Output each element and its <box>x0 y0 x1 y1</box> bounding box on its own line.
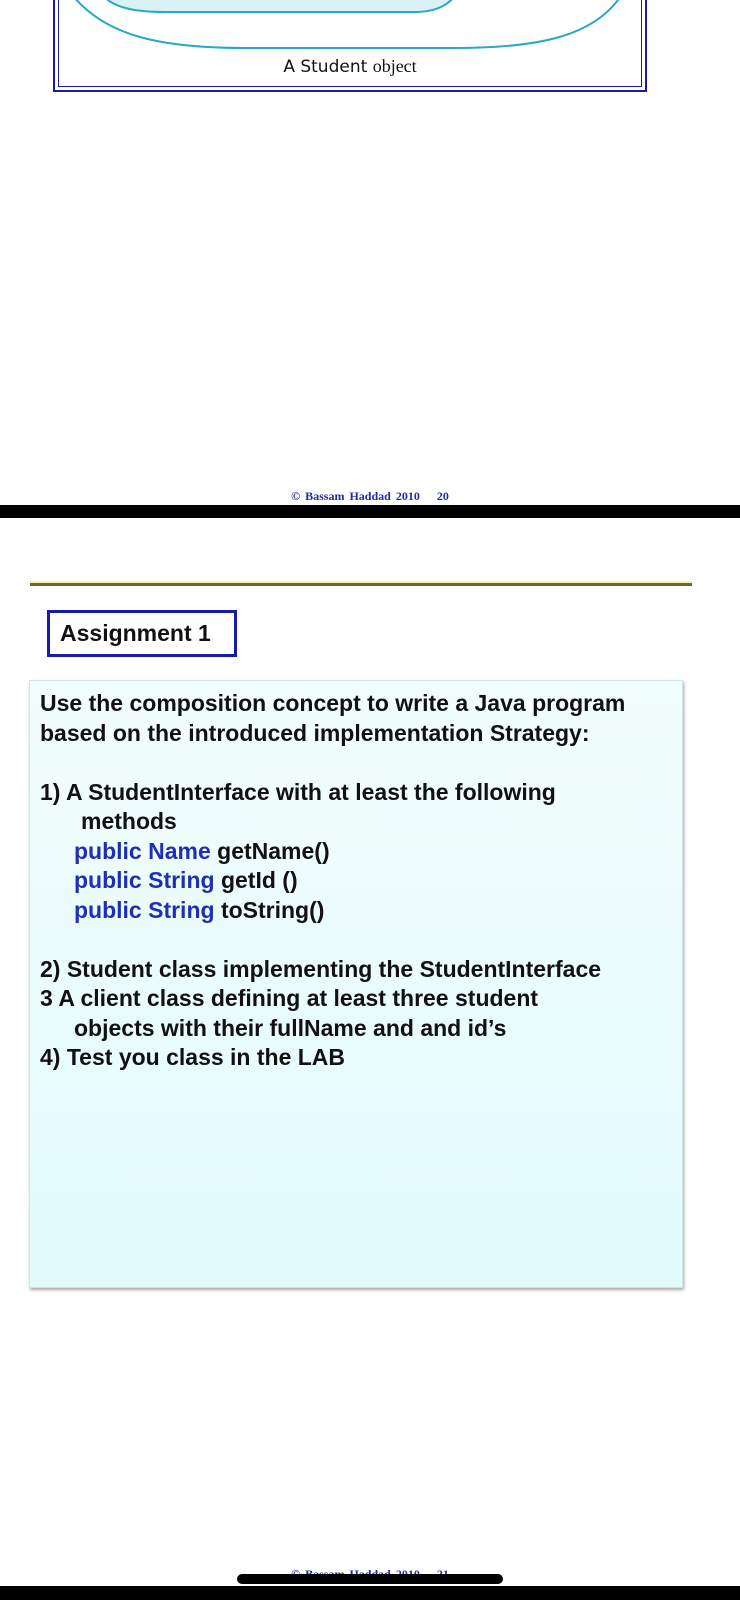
slide-title: Assignment 1 <box>47 610 237 657</box>
method-signature: toString() <box>214 896 325 923</box>
figure-caption <box>55 56 645 77</box>
item-3-line-1: 3 A client class defining at least three student <box>40 985 539 1011</box>
assignment-content-panel <box>29 680 683 1288</box>
spacer <box>40 748 625 778</box>
intro-line-1: Use the composition concept to write a Java program <box>40 690 626 716</box>
method-signature: getName() <box>210 837 330 864</box>
title-rule <box>30 581 692 586</box>
slide-20-footer <box>0 489 740 504</box>
assignment-text <box>40 689 625 1073</box>
slide-21 <box>0 518 740 1586</box>
student-object-figure <box>53 0 647 92</box>
item-1-line-2: methods <box>81 808 177 834</box>
home-indicator[interactable] <box>237 1574 503 1584</box>
method-to-string <box>40 896 625 926</box>
figure-caption-class: A Student <box>283 57 368 77</box>
bottom-bar <box>0 1586 740 1600</box>
intro-line-2: based on the introduced implementation Strategy: <box>40 719 590 746</box>
inner-rounded-shape <box>103 0 455 12</box>
method-get-id <box>40 866 625 896</box>
method-get-name <box>40 837 625 867</box>
item-4: 4) Test you class in the LAB <box>40 1044 346 1070</box>
item-2: 2) Student class implementing the StudentInterface <box>40 955 602 982</box>
page-separator <box>0 505 740 518</box>
spacer <box>40 925 625 955</box>
method-modifier: public String <box>74 867 215 893</box>
footer-author: © Bassam Haddad 2010 <box>291 489 420 503</box>
student-object-diagram <box>55 0 645 92</box>
method-modifier: public String <box>74 896 215 923</box>
item-1-line-1: 1) A StudentInterface with at least the following <box>40 778 556 805</box>
slide-20 <box>0 0 740 505</box>
footer-page-number: 20 <box>436 489 449 503</box>
method-signature: getId () <box>214 867 298 893</box>
item-3-line-2: objects with their fullName and and id’s <box>74 1014 507 1041</box>
figure-caption-object: object <box>372 56 417 76</box>
method-modifier: public Name <box>74 837 211 864</box>
